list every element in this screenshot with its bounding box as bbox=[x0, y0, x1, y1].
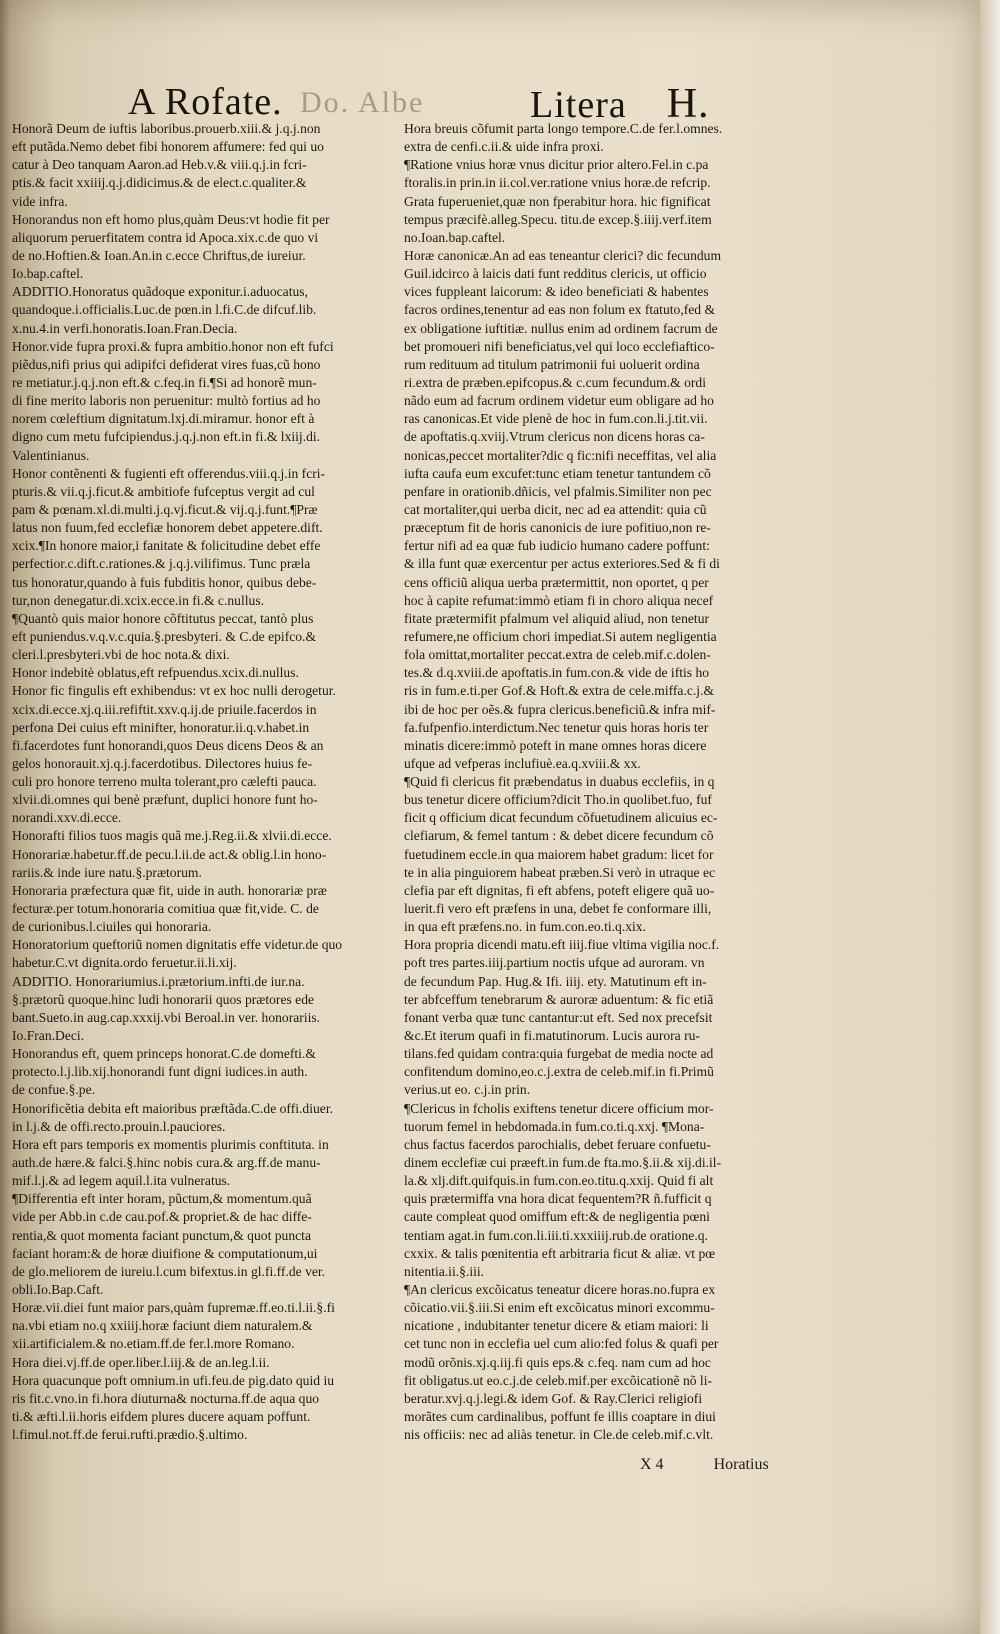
text-line: nonicas,peccet mortaliter?dic q fic:nifi neceffitas, vel alia bbox=[404, 447, 717, 463]
text-line: de no.Hoftien.& Ioan.An.in c.ecce Chriftus,de iureiur. bbox=[12, 247, 306, 263]
text-line: in qua eft præfens.no. in fum.con.eo.ti.q.xix. bbox=[404, 919, 646, 935]
text-line: iufta caufa eum excufet:tunc etiam tenetur tantundem cõ bbox=[404, 465, 711, 481]
text-line: digno cum metu fufcipiendus.j.q.j.non eft.in fi.& lxiij.di. bbox=[12, 429, 321, 445]
running-head-left: A Rofate. bbox=[128, 81, 283, 123]
text-line: cat mortaliter,qui uerba dicit, nec ad ea attendit: quia cũ bbox=[404, 501, 707, 517]
text-line: Guil.idcirco à laicis dati funt redditus clericis, ut officio bbox=[404, 266, 707, 282]
text-line: vide per Abb.in c.de cau.pof.& propriet.& de hac diffe- bbox=[12, 1209, 312, 1225]
text-line: Honorafti filios tuos magis quã me.j.Reg.ii.& xlvii.di.ecce. bbox=[12, 828, 332, 844]
text-line: ti.& æfti.l.ii.horis eifdem plures ducere aquam poffunt. bbox=[12, 1408, 311, 1424]
text-line: bant.Sueto.in aug.cap.xxxij.vbi Beroal.in ver. honorariis. bbox=[12, 1009, 321, 1025]
text-line: ibi de hoc per oẽs.& fupra clericus.beneficiũ.& infra mif- bbox=[404, 701, 716, 717]
page-footer bbox=[640, 1456, 880, 1474]
text-line: xcix.di.ecce.xj.q.iii.refiftit.xxv.q.ij.de priuile.facerdos in bbox=[12, 701, 317, 717]
text-line: minatis dicere:immò poteft in mane omnes horas dicere bbox=[404, 737, 707, 753]
text-line: x.nu.4.in verfi.honoratis.Ioan.Fran.Decia. bbox=[12, 320, 238, 336]
text-line: ptis.& facit xxiiij.q.j.didicimus.& de elect.c.qualiter.& bbox=[12, 175, 307, 191]
text-line: facros ordines,tenentur ad eas non folum ex ftatuto,fed & bbox=[404, 302, 716, 318]
text-line: Honorã Deum de iuftis laboribus.prouerb.xiii.& j.q.j.non bbox=[12, 121, 321, 136]
text-line: culi pro honore terreno multa tolerant,pro cælefti pauca. bbox=[12, 774, 317, 790]
text-line: cens officiũ aliqua uerba prætermittit, non oportet, q per bbox=[404, 574, 709, 590]
text-line: ri.extra de præben.epifcopus.& c.cum fecundum.& ordi bbox=[404, 374, 706, 390]
text-line: rariis.& inde iure natu.§.prætorum. bbox=[12, 864, 202, 880]
text-line: habetur.C.vt dignita.ordo feruetur.ii.li.xij. bbox=[12, 955, 237, 971]
text-line: refumere,ne officium chori impediat.Si autem negligentia bbox=[404, 628, 717, 644]
text-line: de apoftatis.q.xviij.Vtrum clericus non dicens horas ca- bbox=[404, 429, 705, 445]
text-line: quandoque.i.officialis.Luc.de pœn.in l.fi.C.de difcuf.lib. bbox=[12, 302, 317, 318]
text-line: perfona Dei cuius eft minifter, honoratur.ii.q.v.habet.in bbox=[12, 719, 310, 735]
text-line: Honorandus non eft homo plus,quàm Deus:vt hodie fit per bbox=[12, 211, 330, 227]
catchword: Horatius bbox=[713, 1456, 769, 1473]
text-line: auth.de hære.& falci.§.hinc nobis cura.& arg.ff.de manu- bbox=[12, 1155, 321, 1171]
text-line: morãtes cum cardinalibus, poffunt fe illis coaptare in diui bbox=[404, 1408, 716, 1424]
text-line: fa.fufpenfio.interdictum.Nec tenetur quis horas horis ter bbox=[404, 719, 709, 735]
text-line: modũ orõnis.xj.q.iij.fi quis eps.& c.feq. nam cum ad hoc bbox=[404, 1354, 711, 1370]
text-line: clefia par eft dignitas, fi eft abfens, poteft eligere quã uo- bbox=[404, 882, 715, 898]
text-line: no.Ioan.bap.caftel. bbox=[404, 229, 506, 245]
text-line: Honoratorium queftoriũ nomen dignitatis effe videtur.de quo bbox=[12, 937, 343, 953]
text-line: Io.Fran.Deci. bbox=[12, 1028, 85, 1044]
text-line: beratur.xvj.q.j.legi.& idem Gof. & Ray.Clerici religiofi bbox=[404, 1390, 703, 1406]
text-line: pam & pœnam.xl.di.multi.j.q.vj.ficut.& vij.q.j.funt.¶Præ bbox=[12, 501, 318, 517]
text-line: Honor indebitè oblatus,eft refpuendus.xcix.di.nullus. bbox=[12, 665, 299, 681]
text-line: re metiatur.j.q.j.non eft.& c.feq.in fi.¶Si ad honorẽ mun- bbox=[12, 374, 317, 390]
text-line: verius.ut eo. c.j.in prin. bbox=[404, 1082, 531, 1098]
text-line: & illa funt quæ exercentur per actus exteriores.Sed & fi di bbox=[404, 556, 720, 572]
text-line: tus honoratur,quando à fuis fubditis honor, quibus debe- bbox=[12, 574, 317, 590]
text-line: fola omittat,mortaliter peccat.extra de celeb.mif.c.dolen- bbox=[404, 647, 711, 663]
text-line: fecturæ.per totum.honoraria comitiua quæ fit,vide. C. de bbox=[12, 901, 319, 917]
text-line: in l.j.& de offi.recto.prouin.l.pauciores. bbox=[12, 1118, 226, 1134]
text-line: Honor contẽnenti & fugienti eft offerendus.viii.q.j.in fcri- bbox=[12, 465, 326, 481]
text-line: Valentinianus. bbox=[12, 447, 90, 463]
text-line: Hora diei.vj.ff.de oper.liber.l.iij.& de an.leg.l.ii. bbox=[12, 1354, 270, 1370]
text-line: fitate prætermifit pfalmum vel aliquid aliud, non tenetur bbox=[404, 610, 710, 626]
text-line: ADDITIO.Honoratus quãdoque exponitur.i.aduocatus, bbox=[12, 284, 308, 300]
text-line: rum redituum ad titulum patrimonii fui uoluerit ordina bbox=[404, 356, 700, 372]
text-line: fi.facerdotes funt honorandi,quos Deus dicens Deos & an bbox=[12, 737, 324, 753]
text-line: clefiarum, & femel tantum : & debet dicere fecundum cõ bbox=[404, 828, 714, 844]
text-line: confitendum domino,eo.c.j.extra de celeb.mif.in fi.Primũ bbox=[404, 1064, 714, 1080]
text-line: gelos honorauit.xj.q.j.facerdotibus. Dilectores huius fe- bbox=[12, 755, 313, 771]
text-line: caute compleat quod omiffum eft:& de negligentia pœni bbox=[404, 1209, 710, 1225]
text-line: perfectior.c.dift.c.rationes.& j.q.j.vilifimus. Tunc præla bbox=[12, 556, 311, 572]
text-line: nãdo eum ad facrum ordinem videtur eum obligare ad ho bbox=[404, 393, 714, 409]
text-line: dinem ecclefiæ cui præeft.in fum.de fta.mo.§.ii.& xij.di.il- bbox=[404, 1155, 722, 1171]
text-line: de confue.§.pe. bbox=[12, 1082, 96, 1098]
text-line: xcix.¶In honore maior,i fanitate & folicitudine debet effe bbox=[12, 538, 321, 554]
text-line: eft puniendus.v.q.v.c.quia.§.presbyteri. & C.de epifco.& bbox=[12, 628, 317, 644]
text-line: ris in fum.e.ti.per Gof.& Hoft.& extra de cele.miffa.c.j.& bbox=[404, 683, 715, 699]
text-line: nitentia.ii.§.iii. bbox=[404, 1263, 485, 1279]
text-line: Io.bap.caftel. bbox=[12, 266, 84, 282]
text-line: præceptum fit de horis canonicis de iure pofitiuo,non re- bbox=[404, 520, 711, 536]
text-line: de fecundum Pap. Hug.& Ifi. iiij. ety. Matutinum eft in- bbox=[404, 973, 707, 989]
text-line: ter abfceffum tenebrarum & auroræ aduentum: & fic etiã bbox=[404, 991, 714, 1007]
text-line: vide infra. bbox=[12, 193, 68, 209]
text-line: na.vbi etiam no.q xxiiij.horæ faciunt diem naturalem.& bbox=[12, 1318, 313, 1334]
text-line: hoc à capite refumat:immò etiam fi in choro aliqua necef bbox=[404, 592, 714, 608]
text-line: eft putãda.Nemo debet fibi honorem affumere: fed qui uo bbox=[12, 139, 324, 155]
text-line: piẽdus,nifi prius qui adipifci defiderat vires fuas,cũ hono bbox=[12, 356, 321, 372]
text-line: xlvii.di.omnes qui benè præfunt, duplici honore funt ho- bbox=[12, 792, 318, 808]
text-line: nis officiis: nec ad aliàs tenetur. in Cle.de celeb.mif.c.vlt. bbox=[404, 1427, 714, 1443]
text-line: ¶Clericus in fcholis exiftens tenetur dicere officium mor- bbox=[404, 1100, 714, 1116]
text-line: catur à Deo tanquam Aaron.ad Heb.v.& viii.q.j.in fcri- bbox=[12, 157, 307, 173]
text-line: Hora eft pars temporis ex momentis plurimis conftituta. in bbox=[12, 1136, 329, 1152]
running-head-letter: H. bbox=[666, 81, 710, 127]
text-line: fit obligatus.ut eo.c.j.de celeb.mif.per excõicationẽ nõ li- bbox=[404, 1372, 713, 1388]
text-line: ¶Differentia eft inter horam, pũctum,& momentum.quã bbox=[12, 1191, 312, 1207]
text-line: l.fimul.not.ff.de ferui.rufti.prædio.§.ultimo. bbox=[12, 1427, 248, 1443]
left-text-column bbox=[12, 120, 388, 1444]
text-line: di fine merito laboris non peruenitur: multò fortius ad ho bbox=[12, 393, 321, 409]
text-line: xii.artificialem.& no.etiam.ff.de fer.l.more Romano. bbox=[12, 1336, 295, 1352]
text-line: obli.Io.Bap.Caft. bbox=[12, 1282, 104, 1297]
text-line: extra de cenfi.c.ii.& uide infra proxi. bbox=[404, 139, 604, 155]
text-line: penfare in orationib.dñicis, vel pfalmis.Similiter non pec bbox=[404, 483, 712, 499]
running-head-word: Litera bbox=[530, 84, 627, 126]
text-line: Grata fuperueniet,quæ non fperabitur hora. hic fignificat bbox=[404, 193, 711, 209]
text-line: norem cœleftium dignitatum.lxj.di.miramur. honor eft à bbox=[12, 411, 315, 427]
text-line: Honor.vide fupra proxi.& fupra ambitio.honor non eft fufci bbox=[12, 338, 334, 354]
text-line: bus tenetur dicere officium?dicit Tho.in quolibet.fuo, fuf bbox=[404, 792, 712, 808]
text-line: quis prætermiffa vna hora dicat fequentem?R ñ.fufficit q bbox=[404, 1191, 712, 1207]
text-line: te in alia pinguiorem habeat præben.Si verò in utraque ec bbox=[404, 864, 716, 880]
text-line: ras canonicas.Et vide plenè de hoc in fum.con.li.j.tit.vii. bbox=[404, 411, 708, 427]
text-line: tentiam agat.in fum.con.li.iii.ti.xxxiiij.rub.de oratione.q. bbox=[404, 1227, 708, 1243]
text-line: ex obligatione iuftitiæ. nullus enim ad ordinem facrum de bbox=[404, 320, 718, 336]
text-line: de glo.meliorem de iureiu.l.cum bifextus.in gl.fi.ff.de ver. bbox=[12, 1263, 326, 1279]
text-line: cxxix. & talis pœnitentia eft arbitraria ficut & aliæ. vt pœ bbox=[404, 1245, 716, 1261]
text-line: protecto.l.j.lib.xij.honorandi funt digni iudices.in auth. bbox=[12, 1064, 308, 1080]
text-line: tes.& d.q.xviii.de apoftatis.in fum.con.& vide de iftis ho bbox=[404, 665, 710, 681]
text-line: bet promoueri nifi beneficiatus,vel qui loco ecclefiaftico- bbox=[404, 338, 715, 354]
text-line: mif.l.j.& ad legem aquil.l.ita vulneratus. bbox=[12, 1173, 231, 1189]
text-line: ufque ad vefperas inclufiuè.ea.q.xviii.& xx. bbox=[404, 755, 641, 771]
text-line: Horæ canonicæ.An ad eas teneantur clerici? dic fecundum bbox=[404, 247, 722, 263]
text-line: ¶Quid fi clericus fit præbendatus in duabus ecclefiis, in q bbox=[404, 774, 715, 790]
text-line: tilans.fed quidam contra:quia furgebat de media nocte ad bbox=[404, 1046, 714, 1062]
text-line: cleri.l.presbyteri.vbi de hoc nota.& dixi. bbox=[12, 647, 230, 663]
text-line: faciant horam:& de horæ diuifione & computationum,ui bbox=[12, 1245, 318, 1261]
signature-mark: X 4 bbox=[640, 1456, 664, 1473]
text-line: Honorificẽtia debita eft maioribus præftãda.C.de offi.diuer. bbox=[12, 1100, 333, 1116]
text-line: la.& xlj.dift.quifquis.in fum.con.eo.titu.q.xxij. Quid fi alt bbox=[404, 1173, 714, 1189]
text-line: ¶An clericus excõicatus teneatur dicere horas.no.fupra ex bbox=[404, 1282, 716, 1297]
text-line: aliquorum peruerfitatem contra id Apoca.xix.c.de quo vi bbox=[12, 229, 319, 245]
bleed-through-text: Do. Albe bbox=[300, 86, 425, 119]
text-line: latus non fuum,fed ecclefiæ honorem debet appetere.dift. bbox=[12, 520, 323, 536]
text-line: rentia,& quot momenta faciant punctum,& quot puncta bbox=[12, 1227, 311, 1243]
text-line: ris fit.c.vno.in fi.hora diuturna& nocturna.ff.de aqua quo bbox=[12, 1390, 320, 1406]
text-line: ficit q officium dicat fecundum cõfuetudinem alicuius ec- bbox=[404, 810, 718, 826]
text-line: chus factus facerdos parochialis, debet feruare confuetu- bbox=[404, 1136, 711, 1152]
text-line: ¶Quantò quis maior honore cõftitutus peccat, tantò plus bbox=[12, 610, 314, 626]
gutter-shadow bbox=[0, 0, 10, 1634]
text-line: Hora quacunque poft omnium.in ufi.feu.de pig.dato quid iu bbox=[12, 1372, 335, 1388]
text-line: Hora breuis cõfumit parta longo tempore.C.de fer.l.omnes. bbox=[404, 121, 723, 136]
text-line: ftoralis.in prin.in ii.col.ver.ratione vnius horæ.de refcrip. bbox=[404, 175, 711, 191]
text-line: de curionibus.l.ciuiles qui honoraria. bbox=[12, 919, 212, 935]
text-line: norandi.xxv.di.ecce. bbox=[12, 810, 122, 826]
text-line: fonant verba quæ tunc cantantur:ut eft. Sed nox precefsit bbox=[404, 1009, 713, 1025]
text-line: fertur nifi ad ea quæ fub iudicio humano cadere poffunt: bbox=[404, 538, 710, 554]
text-line: Honorandus eft, quem princeps honorat.C.de domefti.& bbox=[12, 1046, 316, 1062]
text-line: Honor fic fingulis eft exhibendus: vt ex hoc nulli derogetur. bbox=[12, 683, 336, 699]
text-line: Honorariæ.habetur.ff.de pecu.l.ii.de act.& oblig.l.in hono- bbox=[12, 846, 327, 862]
text-line: nicatione , indubitanter tenetur dicere & etiam maiori: li bbox=[404, 1318, 709, 1334]
text-line: tur,non denegatur.di.xcix.ecce.in fi.& c.nullus. bbox=[12, 592, 265, 608]
right-text-column bbox=[404, 120, 822, 1444]
text-line: tempus præcifè.alleg.Specu. titu.de excep.§.iiij.verf.item bbox=[404, 211, 712, 227]
text-line: poft tres partes.iiij.partium noctis ufque ad auroram. vn bbox=[404, 955, 705, 971]
text-line: Horæ.vii.diei funt maior pars,quàm fupremæ.ff.eo.ti.l.ii.§.fi bbox=[12, 1300, 335, 1316]
text-line: &c.Et iterum quafi in fi.matutinorum. Lucis aurora ru- bbox=[404, 1028, 700, 1044]
text-line: ¶Ratione vnius horæ vnus dicitur prior altero.Fel.in c.pa bbox=[404, 157, 709, 173]
text-line: tuorum femel in hebdomada.in fum.co.ti.q.xxj. ¶Mona- bbox=[404, 1118, 705, 1134]
text-line: luerit.fi vero eft præfens in una, debet fe conformare illi, bbox=[404, 901, 712, 917]
text-line: cõicatio.vii.§.iii.Si enim eft excõicatus minori excommu- bbox=[404, 1300, 715, 1316]
text-line: Hora propria dicendi matu.eft iiij.fiue vltima vigilia noc.f. bbox=[404, 937, 720, 953]
text-line: Honoraria præfectura quæ fit, uide in auth. honorariæ præ bbox=[12, 882, 327, 898]
text-line: ADDITIO. Honorariumius.i.prætorium.infti.de iur.na. bbox=[12, 973, 305, 989]
text-line: cet tunc non in ecclefia uel cum alio:fed folus & quafi per bbox=[404, 1336, 719, 1352]
page-edge bbox=[980, 0, 1000, 1634]
text-line: fuetudinem eccle.in qua maiorem habet gradum: licet for bbox=[404, 846, 714, 862]
text-line: §.prætorũ quoque.hinc ludi honorarii quos prætores ede bbox=[12, 991, 315, 1007]
text-line: pturis.& vii.q.j.ficut.& ambitiofe fufceptus vergit ad cul bbox=[12, 483, 315, 499]
text-line: vices fuppleant laicorum: & ideo beneficiati & habentes bbox=[404, 284, 709, 300]
